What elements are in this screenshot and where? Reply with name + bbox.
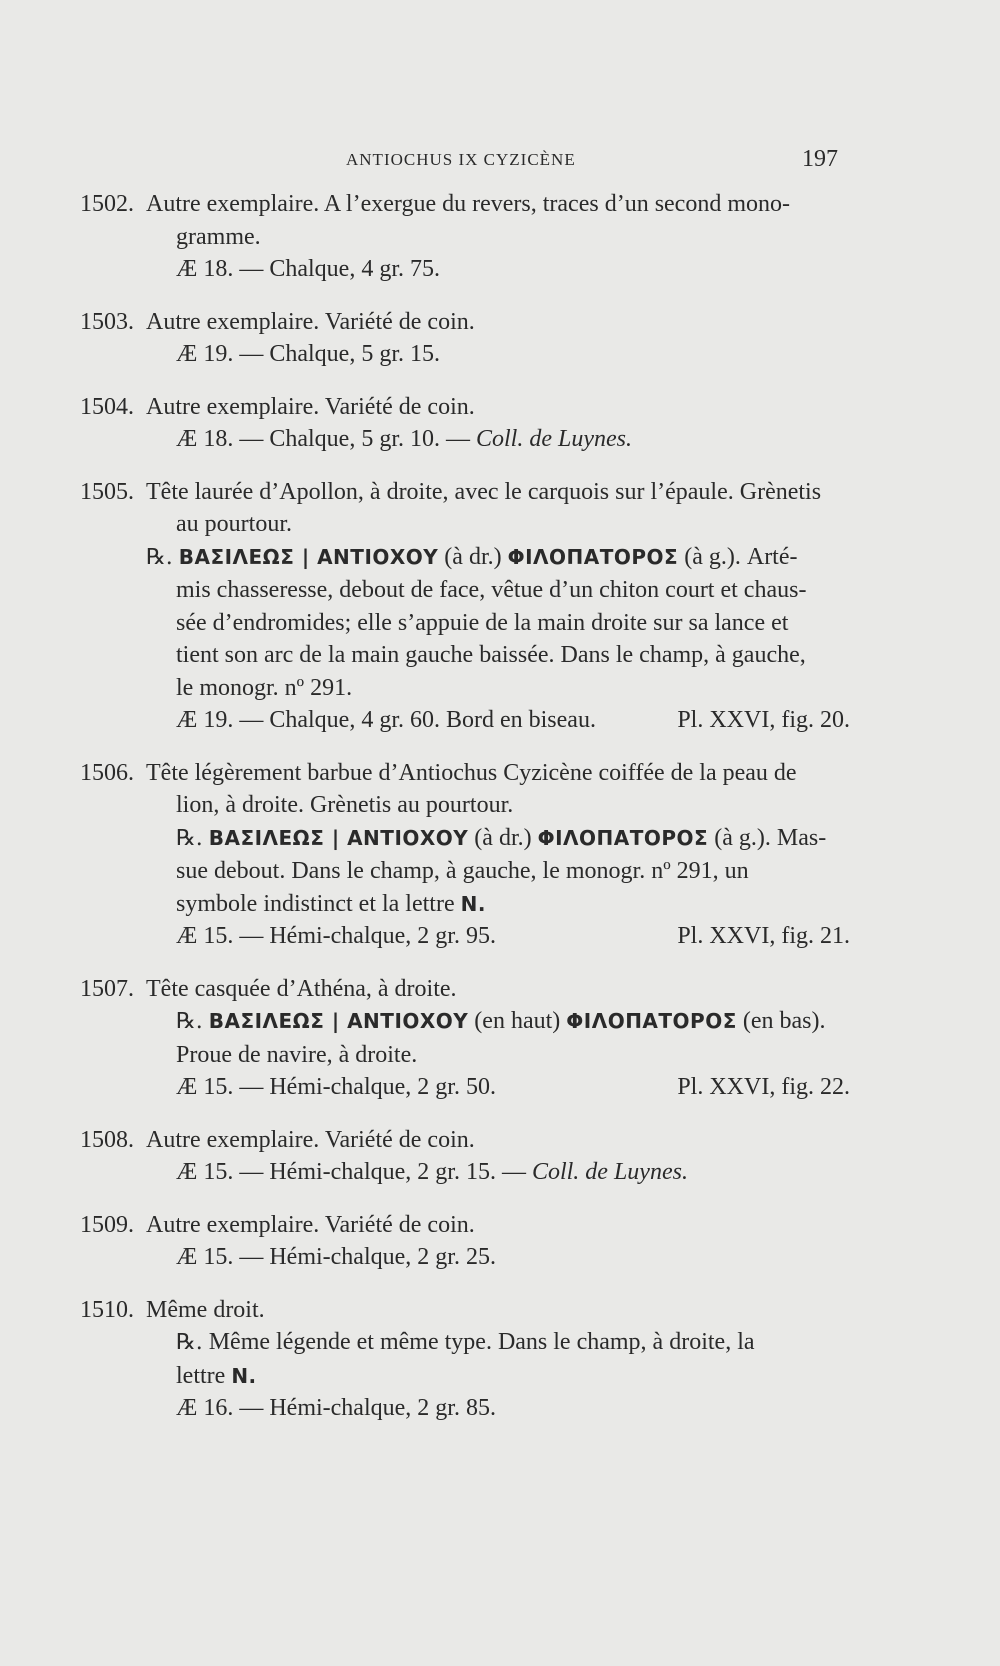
catalogue-entry-1504	[80, 391, 850, 456]
legend-direction: (à g.). Mas-	[714, 824, 827, 851]
plate-reference: Pl. XXVI, fig. 22.	[677, 1074, 850, 1100]
catalogue-entry-1503	[80, 306, 850, 371]
collection-ref: Coll. de Luynes.	[531, 1159, 688, 1185]
entry-text: Autre exemplaire. Variété de coin.	[146, 308, 475, 335]
collection-ref: Coll. de Luynes.	[476, 426, 632, 452]
reverse-text: symbole indistinct et la lettre	[176, 890, 455, 917]
catalogue-entry-1505	[80, 476, 850, 737]
greek-legend: ΦΙΛΟΠΑΤΟΡΟΣ	[566, 1009, 737, 1033]
reverse-text: sue debout. Dans le champ, à gauche, le monogr. nº 291, un	[176, 858, 749, 884]
page-number: 197	[802, 146, 838, 172]
field-letter: N.	[231, 1363, 257, 1388]
entry-text: Autre exemplaire. Variété de coin.	[146, 1211, 475, 1238]
entry-number: 1502.	[80, 191, 134, 217]
entry-number: 1506.	[80, 759, 134, 786]
running-title: ANTIOCHUS IX CYZICÈNE	[346, 150, 576, 169]
metal-weight: Æ 19. — Chalque, 4 gr. 60. Bord en biseau.	[176, 707, 596, 733]
greek-legend: ΦΙΛΟΠΑΤΟΡΟΣ	[537, 825, 709, 850]
reverse-text: sée d’endromides; elle s’appuie de la main droite sur sa lance et	[176, 609, 789, 636]
obverse-text: Tête légèrement barbue d’Antiochus Cyzicène coiffée de la peau de	[146, 759, 797, 786]
legend-direction: (en haut)	[474, 1008, 561, 1034]
greek-legend: ΒΑΣΙΛΕΩΣ | ΑΝΤΙΟΧΟΥ	[178, 544, 439, 569]
obverse-text: lion, à droite. Grènetis au pourtour.	[176, 792, 514, 818]
field-letter: N.	[460, 891, 486, 916]
page-header	[0, 146, 1000, 176]
entry-number: 1504.	[80, 393, 134, 420]
plate-reference: Pl. XXVI, fig. 21.	[677, 923, 850, 949]
catalogue-entry-1506	[80, 757, 850, 953]
reverse-text: tient son arc de la main gauche baissée. Dans le champ, à gauche,	[176, 642, 806, 668]
reverse-symbol: ℞.	[176, 1009, 203, 1034]
obverse-text: au pourtour.	[176, 511, 292, 537]
catalogue-entry-1509	[80, 1209, 850, 1274]
entry-number: 1505.	[80, 478, 134, 505]
reverse-text: lettre	[176, 1362, 226, 1389]
metal-weight: Æ 18. — Chalque, 5 gr. 10. —	[176, 426, 470, 452]
metal-weight: Æ 15. — Hémi-chalque, 2 gr. 95.	[176, 923, 496, 949]
reverse-symbol: ℞.	[146, 544, 173, 570]
reverse-text: Même légende et même type. Dans le champ, à droite, la	[208, 1329, 755, 1355]
legend-direction: (à dr.)	[444, 543, 502, 570]
entry-number: 1510.	[80, 1296, 134, 1323]
legend-direction: (à dr.)	[474, 824, 532, 851]
catalogue-entry-1502	[80, 188, 850, 286]
metal-weight: Æ 16. — Hémi-chalque, 2 gr. 85.	[176, 1395, 496, 1421]
entry-text: Autre exemplaire. Variété de coin.	[146, 393, 475, 420]
entry-text: Autre exemplaire. Variété de coin.	[146, 1126, 475, 1153]
metal-weight: Æ 18. — Chalque, 4 gr. 75.	[176, 256, 440, 282]
entry-number: 1507.	[80, 975, 134, 1002]
entry-number: 1503.	[80, 308, 134, 335]
greek-legend: ΦΙΛΟΠΑΤΟΡΟΣ	[507, 544, 679, 569]
reverse-symbol: ℞.	[176, 1330, 203, 1355]
reverse-text: mis chasseresse, debout de face, vêtue d’un chiton court et chaus-	[176, 577, 807, 603]
entry-number: 1508.	[80, 1126, 134, 1153]
entry-text: Autre exemplaire. A l’exergue du revers, traces d’un second mono-	[146, 191, 790, 217]
metal-weight: Æ 15. — Hémi-chalque, 2 gr. 15. —	[176, 1159, 526, 1185]
greek-legend: ΒΑΣΙΛΕΩΣ | ΑΝΤΙΟΧΟΥ	[208, 1009, 469, 1033]
reverse-text: Proue de navire, à droite.	[176, 1041, 418, 1068]
catalogue-entry-1510	[80, 1294, 850, 1425]
metal-weight: Æ 15. — Hémi-chalque, 2 gr. 25.	[176, 1244, 496, 1270]
plate-reference: Pl. XXVI, fig. 20.	[677, 707, 850, 733]
legend-direction: (en bas).	[742, 1008, 826, 1034]
catalogue-body	[80, 188, 850, 1445]
obverse-text: Tête laurée d’Apollon, à droite, avec le carquois sur l’épaule. Grènetis	[146, 478, 822, 505]
entry-text: gramme.	[176, 223, 261, 250]
metal-weight: Æ 15. — Hémi-chalque, 2 gr. 50.	[176, 1074, 496, 1100]
reverse-symbol: ℞.	[176, 825, 203, 851]
catalogue-entry-1508	[80, 1124, 850, 1189]
reverse-text: le monogr. nº 291.	[176, 674, 353, 701]
greek-legend: ΒΑΣΙΛΕΩΣ | ΑΝΤΙΟΧΟΥ	[208, 825, 469, 850]
obverse-text: Tête casquée d’Athéna, à droite.	[146, 975, 457, 1002]
catalogue-entry-1507	[80, 973, 850, 1104]
entry-number: 1509.	[80, 1211, 134, 1238]
legend-direction: (à g.). Arté-	[684, 543, 798, 570]
obverse-text: Même droit.	[146, 1296, 265, 1323]
metal-weight: Æ 19. — Chalque, 5 gr. 15.	[176, 341, 440, 367]
